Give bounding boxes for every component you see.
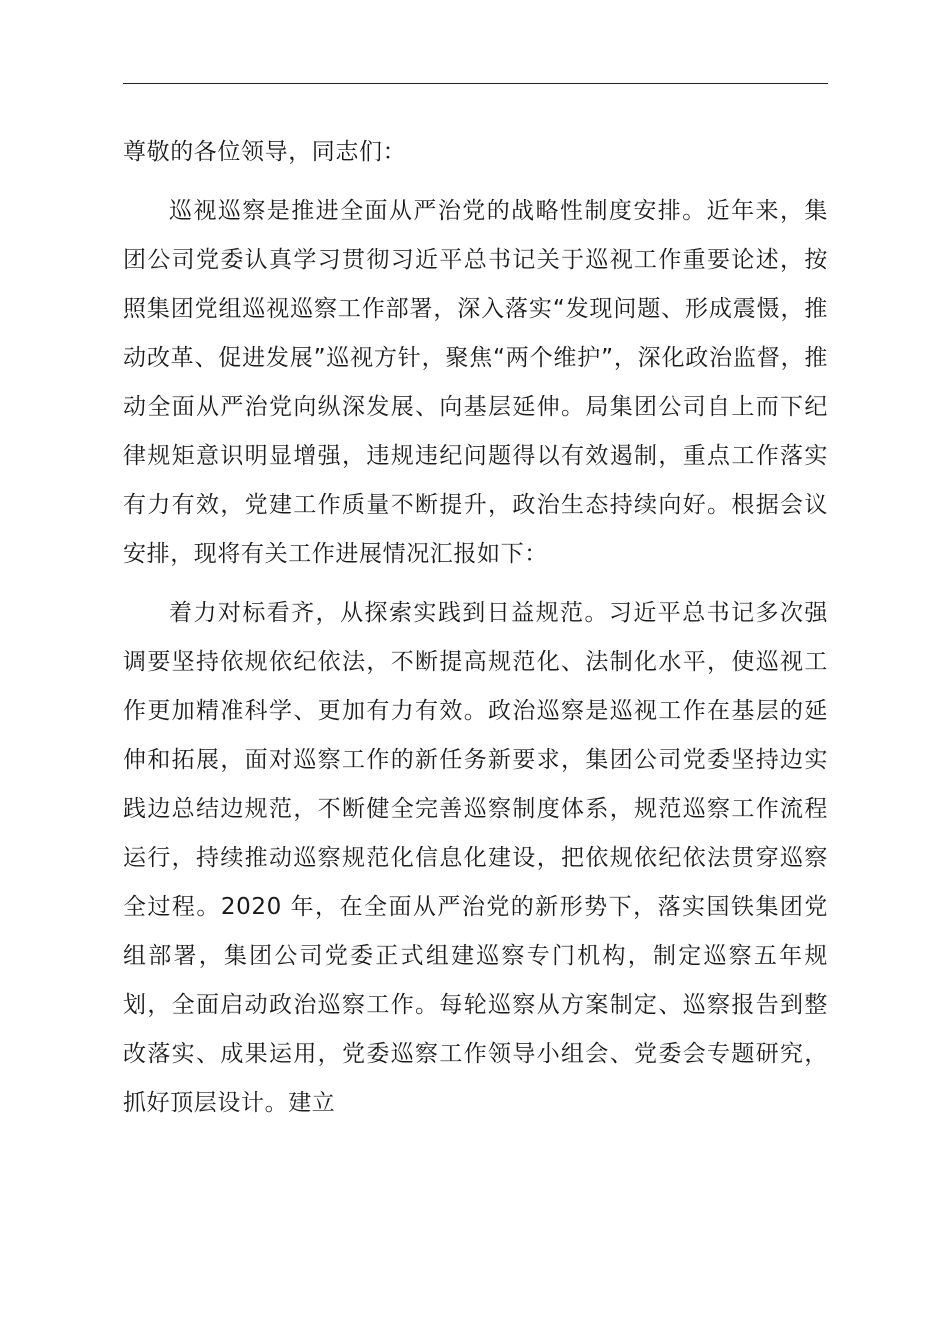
header-rule <box>123 83 828 84</box>
paragraph-1: 巡视巡察是推进全面从严治党的战略性制度安排。近年来，集团公司党委认真学习贯彻习近平总书记关于巡视工作重要论述，按照集团党组巡视巡察工作部署，深入落实“发现问题、形成震慑，推动改革、促进发展”巡视方针，聚焦“两个维护”，深化政治监督，推动全面从严治党向纵深发展、向基层延伸。局集团公司自上而下纪律规矩意识明显增强，违规违纪问题得以有效遏制，重点工作落实有力有效，党建工作质量不断提升，政治生态持续向好。根据会议安排，现将有关工作进展情况汇报如下： <box>123 198 828 567</box>
paragraph-2: 着力对标看齐，从探索实践到日益规范。习近平总书记多次强调要坚持依规依纪依法，不断提高规范化、法制化水平，使巡视工作更加精准科学、更加有力有效。政治巡察是巡视工作在基层的延伸和拓展，面对巡察工作的新任务新要求，集团公司党委坚持边实践边总结边规范，不断健全完善巡察制度体系，规范巡察工作流程运行，持续推动巡察规范化信息化建设，把依规依纪依法贯穿巡察全过程。2020 年，在全面从严治党的新形势下，落实国铁集团党组部署，集团公司党委正式组建巡察专门机构，制定巡察五年规划，全面启动政治巡察工作。每轮巡察从方案制定、巡察报告到整改落实、成果运用，党委巡察工作领导小组会、党委会专题研究，抓好顶层设计。建立 <box>123 600 828 1116</box>
salutation: 尊敬的各位领导，同志们： <box>123 139 407 165</box>
document-body <box>123 128 828 1138</box>
